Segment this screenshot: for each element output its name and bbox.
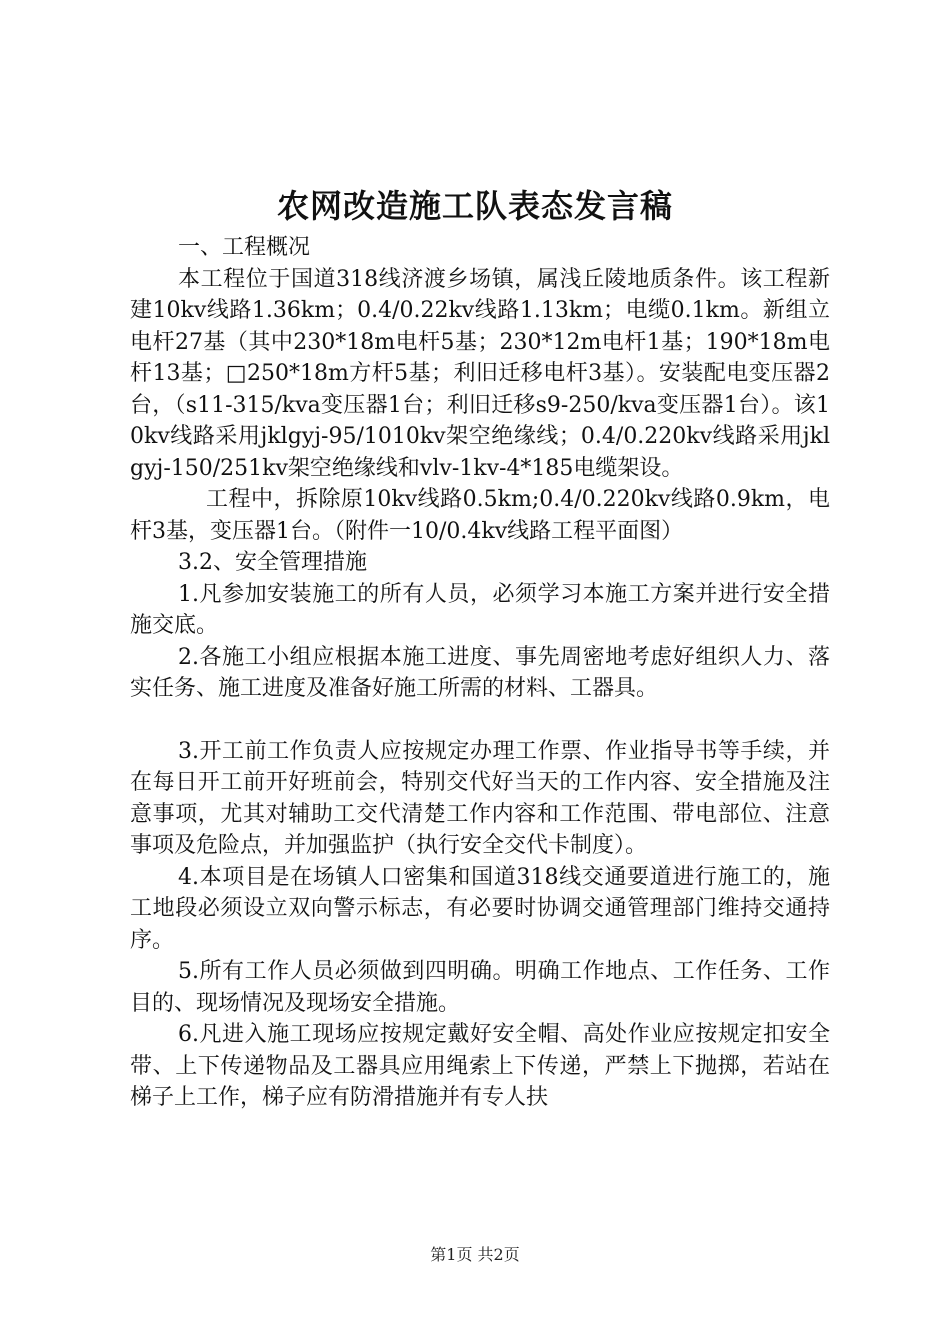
section-heading-safety: 3.2、安全管理措施 — [178, 550, 367, 575]
demolition-paragraph: 工程中，拆除原10kv线路0.5km;0.4/0.220kv线路0.9km，电杆3基，变压器1台。（附件一10/0.4kv线路工程平面图） — [130, 487, 830, 544]
safety-item-2: 2.各施工小组应根据本施工进度、事先周密地考虑好组织人力、落实任务、施工进度及准备好施工所需的材料、工器具。 — [130, 644, 830, 701]
safety-item-6: 6.凡进入施工现场应按规定戴好安全帽、高处作业应按规定扣安全带、上下传递物品及工器具应用绳索上下传递，严禁上下抛掷，若站在梯子上工作，梯子应有防滑措施并有专人扶 — [130, 1022, 830, 1110]
document-body — [130, 232, 830, 1114]
paragraph-gap — [130, 705, 830, 736]
section-heading-overview: 一、工程概况 — [178, 235, 311, 260]
safety-item-1: 1.凡参加安装施工的所有人员，必须学习本施工方案并进行安全措施交底。 — [130, 581, 830, 638]
document-title: 农网改造施工队表态发言稿 — [276, 187, 673, 225]
safety-item-3: 3.开工前工作负责人应按规定办理工作票、作业指导书等手续，并在每日开工前开好班前会，特别交代好当天的工作内容、安全措施及注意事项，尤其对辅助工交代清楚工作内容和工作范围、带电部位、注意事项及危险点，并加强监护（执行安全交代卡制度）。 — [130, 738, 830, 858]
page-footer: 第1页 共2页 — [430, 1245, 520, 1264]
safety-item-5: 5.所有工作人员必须做到四明确。明确工作地点、工作任务、工作目的、现场情况及现场安全措施。 — [130, 959, 830, 1016]
overview-paragraph: 本工程位于国道318线济渡乡场镇，属浅丘陵地质条件。该工程新建10kv线路1.36km；0.4/0.22kv线路1.13km；电缆0.1km。新组立电杆27基（其中230*18m电杆5基；230*12m电杆1基；190*18m电杆13基；□250*18m方杆5基；利旧迁移电杆3基）。安装配电变压器2台，（s11-315/kva变压器1台；利旧迁移s9-250/kva变压器1台）。该10kv线路采用jklgyj-95/1010kv架空绝缘线；0.4/0.220kv线路采用jklgyj-150/251kv架空绝缘线和vlv-1kv-4*185电缆架设。 — [130, 266, 830, 481]
safety-item-4: 4.本项目是在场镇人口密集和国道318线交通要道进行施工的，施工地段必须设立双向警示标志，有必要时协调交通管理部门维持交通持序。 — [130, 864, 830, 953]
